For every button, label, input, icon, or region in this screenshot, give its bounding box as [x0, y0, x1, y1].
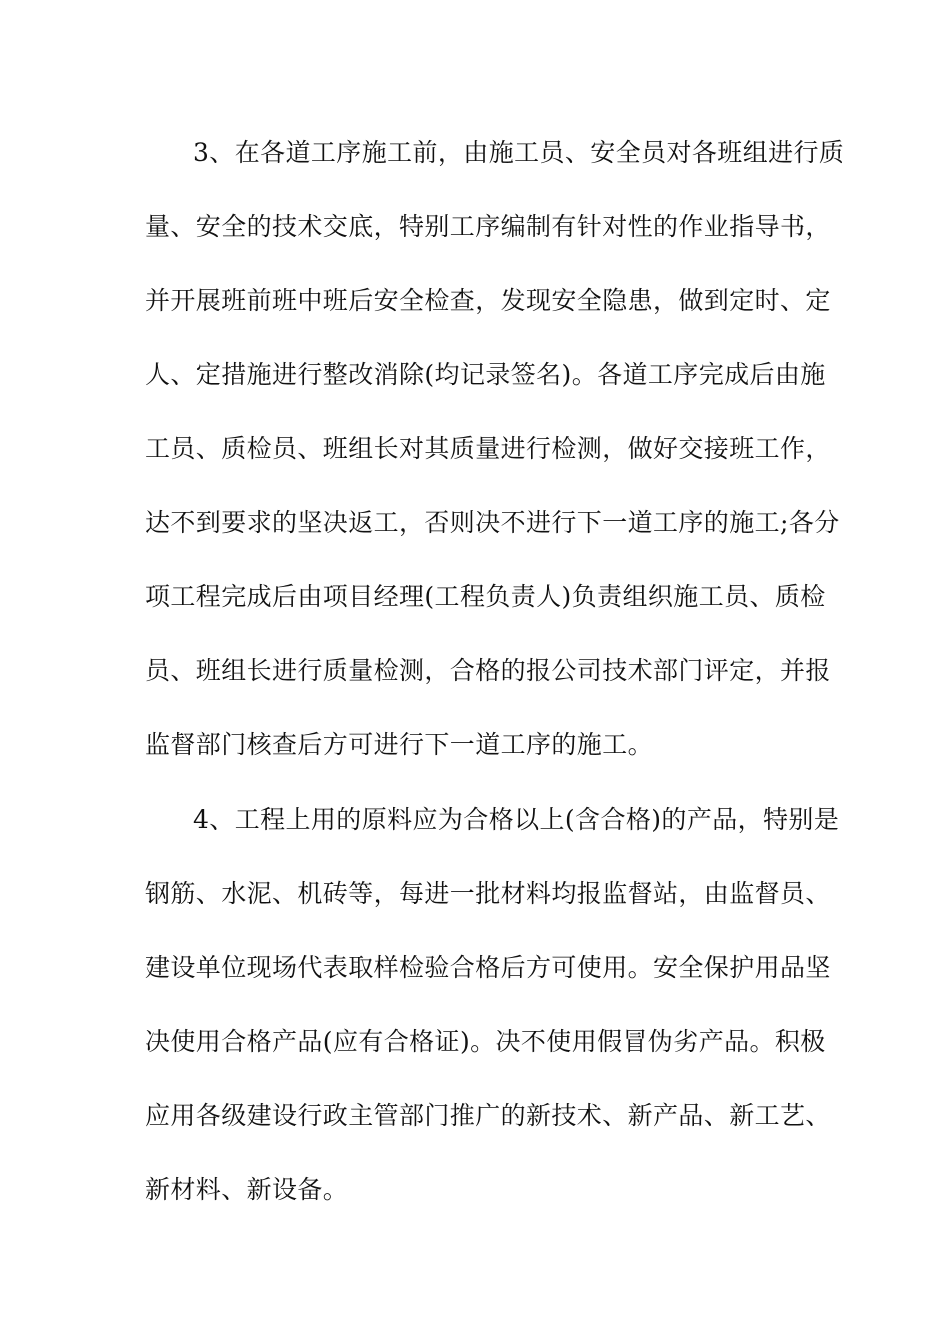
paragraph-3-line-2: 量、安全的技术交底，特别工序编制有针对性的作业指导书，: [145, 212, 831, 241]
paragraph-3-line-4: 人、定措施进行整改消除(均记录签名)。各道工序完成后由施: [145, 360, 826, 389]
paragraph-3-line-8: 员、班组长进行质量检测，合格的报公司技术部门评定，并报: [145, 656, 831, 685]
paragraph-4-line-6: 新材料、新设备。: [145, 1175, 349, 1204]
paragraph-4-line-3: 建设单位现场代表取样检验合格后方可使用。安全保护用品坚: [145, 953, 831, 982]
paragraph-3-line-5: 工员、质检员、班组长对其质量进行检测，做好交接班工作，: [145, 434, 831, 463]
paragraph-3-line-9: 监督部门核查后方可进行下一道工序的施工。: [145, 730, 654, 759]
paragraph-4-line-2: 钢筋、水泥、机砖等，每进一批材料均报监督站，由监督员、: [145, 879, 831, 908]
paragraph-3-line-1: 3、在各道工序施工前，由施工员、安全员对各班组进行质: [193, 138, 845, 167]
paragraph-3-line-7: 项工程完成后由项目经理(工程负责人)负责组织施工员、质检: [145, 582, 826, 611]
paragraph-4-line-4: 决使用合格产品(应有合格证)。决不使用假冒伪劣产品。积极: [145, 1027, 826, 1056]
paragraph-3-line-3: 并开展班前班中班后安全检查，发现安全隐患，做到定时、定: [145, 286, 831, 315]
paragraph-3-line-6: 达不到要求的坚决返工，否则决不进行下一道工序的施工;各分: [145, 508, 840, 537]
paragraph-4-line-1: 4、工程上用的原料应为合格以上(含合格)的产品，特别是: [193, 805, 840, 834]
paragraph-4-line-5: 应用各级建设行政主管部门推广的新技术、新产品、新工艺、: [145, 1101, 831, 1130]
